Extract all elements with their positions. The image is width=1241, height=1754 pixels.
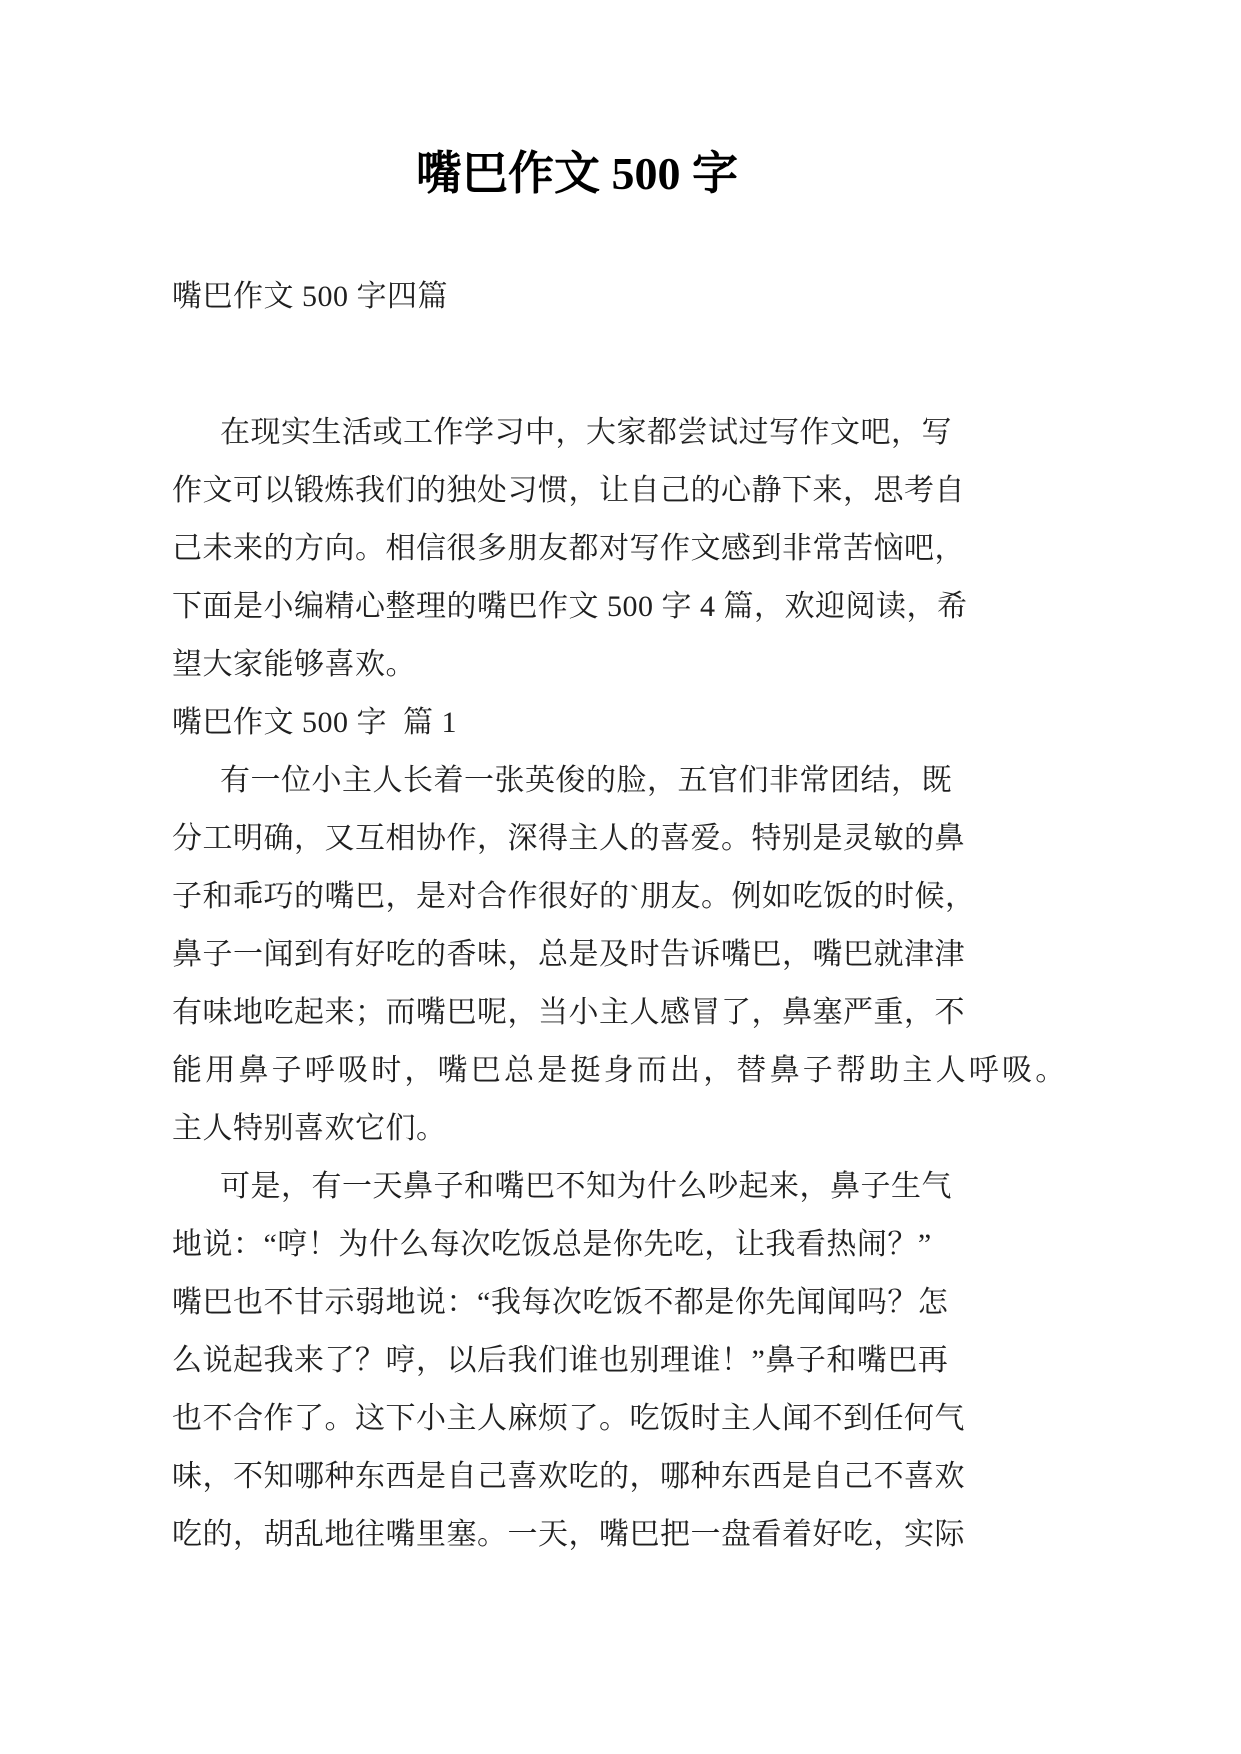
document-subtitle: 嘴巴作文 500 字四篇 — [172, 280, 448, 313]
text-line: 己未来的方向。相信很多朋友都对写作文感到非常苦恼吧， — [172, 532, 965, 565]
text-line: 下面是小编精心整理的嘴巴作文 500 字 4 篇，欢迎阅读，希 — [172, 590, 968, 623]
text-line: 地说：“哼！为什么每次吃饭总是你先吃，让我看热闹？” — [172, 1228, 932, 1261]
text-line: 望大家能够喜欢。 — [172, 648, 416, 681]
text-line: 作文可以锻炼我们的独处习惯，让自己的心静下来，思考自 — [172, 474, 965, 507]
text-line: 嘴巴也不甘示弱地说：“我每次吃饭不都是你先闻闻吗？怎 — [172, 1286, 949, 1319]
section-heading: 嘴巴作文 500 字 篇 1 — [172, 706, 457, 739]
text-line: 吃的，胡乱地往嘴里塞。一天，嘴巴把一盘看着好吃，实际 — [172, 1518, 965, 1551]
text-line: 也不合作了。这下小主人麻烦了。吃饭时主人闻不到任何气 — [172, 1402, 965, 1435]
text-line: 鼻子一闻到有好吃的香味，总是及时告诉嘴巴，嘴巴就津津 — [172, 938, 965, 971]
document-title: 嘴巴作文 500 字 — [416, 148, 738, 199]
text-line: 么说起我来了？哼，以后我们谁也别理谁！”鼻子和嘴巴再 — [172, 1344, 949, 1377]
text-line: 有味地吃起来；而嘴巴呢，当小主人感冒了，鼻塞严重，不 — [172, 996, 965, 1029]
text-line: 在现实生活或工作学习中，大家都尝试过写作文吧，写 — [220, 416, 952, 449]
text-line: 主人特别喜欢它们。 — [172, 1112, 447, 1145]
text-line: 可是，有一天鼻子和嘴巴不知为什么吵起来，鼻子生气 — [220, 1170, 952, 1203]
text-line: 味，不知哪种东西是自己喜欢吃的，哪种东西是自己不喜欢 — [172, 1460, 965, 1493]
text-line: 有一位小主人长着一张英俊的脸，五官们非常团结，既 — [220, 764, 952, 797]
text-line: 能用鼻子呼吸时，嘴巴总是挺身而出，替鼻子帮助主人呼吸。 — [172, 1054, 1069, 1087]
blank-line — [172, 326, 1077, 404]
text-line: 分工明确，又互相协作，深得主人的喜爱。特别是灵敏的鼻 — [172, 822, 965, 855]
text-line: 子和乖巧的嘴巴，是对合作很好的`朋友。例如吃饭的时候， — [172, 880, 976, 913]
